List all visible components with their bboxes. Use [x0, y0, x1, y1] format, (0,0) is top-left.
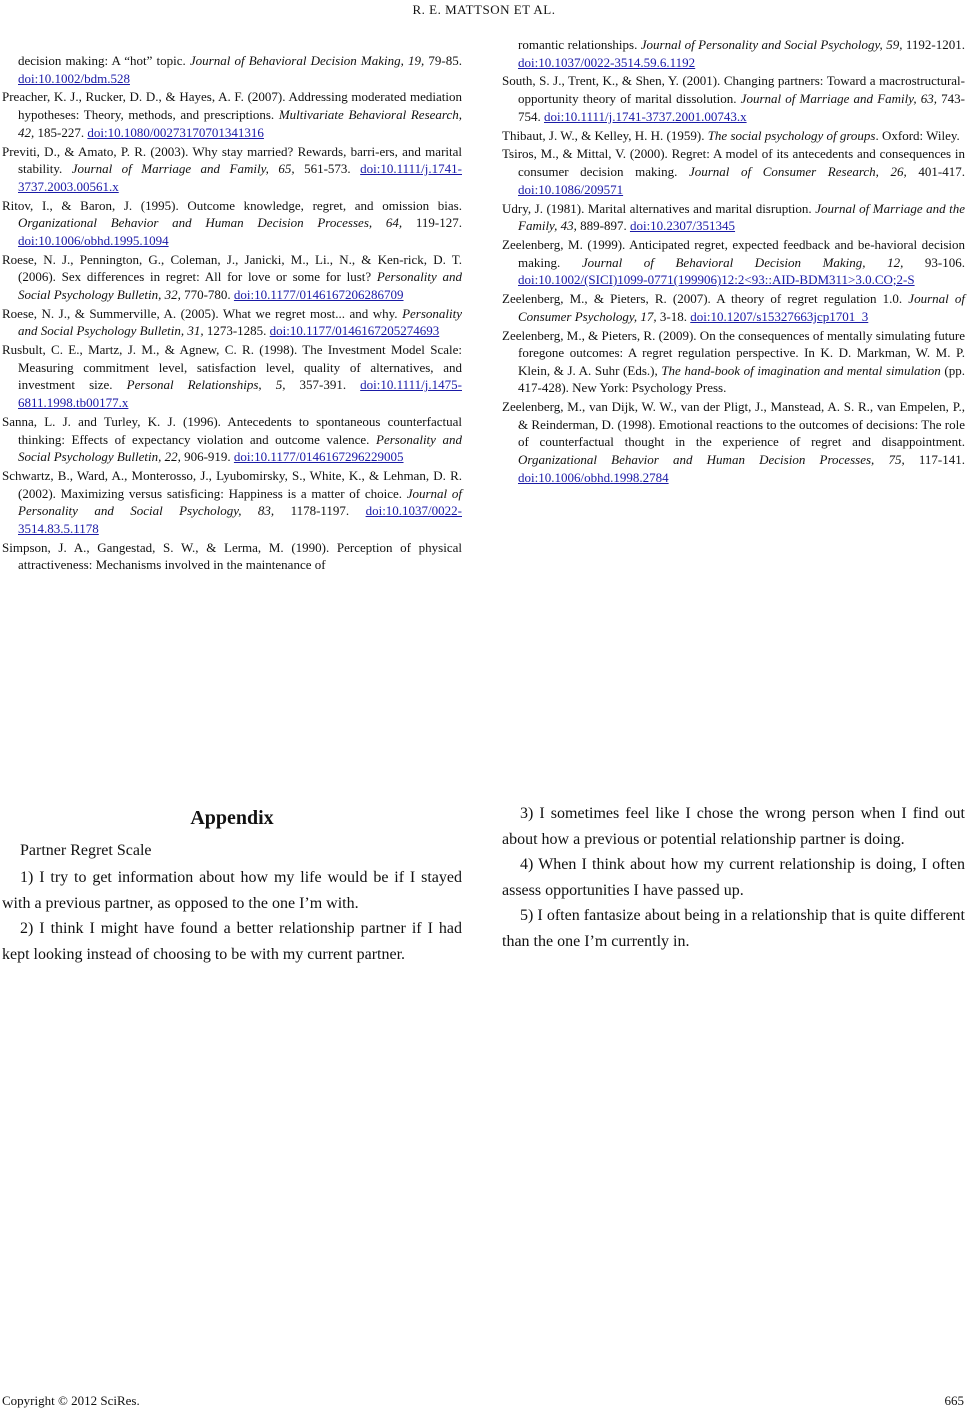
reference-entry	[2, 197, 462, 250]
reference-text: (pp. 417-428). New York: Psychology Press.	[518, 362, 965, 396]
scale-item: 1) I try to get information about how my life would be if I stayed with a previous partner, as opposed to the one I’m with.	[2, 869, 462, 912]
reference-source: Journal of Consumer Psychology, 17,	[518, 291, 965, 324]
reference-text: 3-18.	[656, 308, 691, 324]
reference-source: Personality and Social Psychology Bulletin, 31,	[18, 305, 462, 339]
reference-text: 119-127.	[402, 215, 462, 231]
reference-text: Simpson, J. A., Gangestad, S. W., & Lerma, M. (1990). Perception of physical attractiveness: Mechanisms involved in the maintenance of	[2, 539, 462, 573]
reference-entry	[502, 200, 965, 235]
reference-source: Journal of Behavioral Decision Making, 19,	[189, 53, 425, 68]
reference-source: The hand-book of imagination and mental simulation	[661, 362, 941, 378]
reference-entry	[502, 72, 965, 125]
reference-text: 889-897.	[576, 218, 630, 234]
references-right-column	[502, 36, 965, 488]
doi-link[interactable]: doi:10.1002/bdm.528	[18, 70, 130, 86]
reference-entry	[502, 398, 965, 486]
reference-source: Journal of Personality and Social Psychology, 59,	[640, 37, 903, 52]
doi-link[interactable]: doi:10.1111/j.1475-6811.1998.tb00177.x	[18, 377, 462, 411]
reference-source: Personality and Social Psychology Bulletin, 32,	[18, 269, 462, 302]
copyright-notice: Copyright © 2012 SciRes.	[2, 1393, 140, 1408]
doi-link[interactable]: doi:10.1111/j.1741-3737.2001.00743.x	[544, 108, 747, 124]
reference-text: Zeelenberg, M., & Pieters, R. (2009). On the consequences of mentally simulating future foregone outcomes: A regret regulation perspective. In K. D. Markman, W. M. P. Klein, & J. A. Suhr (Eds.),	[502, 327, 965, 378]
reference-entry	[2, 467, 462, 537]
reference-text: Rusbult, C. E., Martz, J. M., & Agnew, C. R. (1998). The Investment Model Scale: Measuring commitment level, satisfaction level, quality of alternatives, and investment size.	[2, 342, 462, 393]
reference-entry	[2, 143, 462, 196]
reference-text: Ritov, I., & Baron, J. (1995). Outcome knowledge, regret, and omission bias.	[2, 197, 462, 213]
reference-text: 1273-1285.	[203, 323, 270, 339]
reference-source: Journal of Behavioral Decision Making, 12,	[581, 254, 904, 270]
reference-entry	[2, 88, 462, 141]
reference-text: decision making: A “hot” topic.	[18, 53, 190, 68]
doi-link[interactable]: doi:10.1177/0146167205274693	[269, 323, 440, 339]
reference-text: Tsiros, M., & Mittal, V. (2000). Regret: A model of its antecedents and consequences in consumer decision making.	[502, 146, 965, 180]
page-number: 665	[944, 1393, 964, 1408]
reference-source: Journal of Marriage and Family, 65,	[71, 161, 295, 177]
reference-text: Zeelenberg, M., & Pieters, R. (2007). A theory of regret regulation 1.0.	[502, 291, 909, 307]
reference-text: 561-573.	[294, 161, 361, 177]
doi-link[interactable]: doi:10.1111/j.1741-3737.2003.00561.x	[18, 161, 462, 194]
doi-link[interactable]: doi:10.1002/(SICI)1099-0771(199906)12:2<93::AID-BDM311>3.0.CO;2-S	[518, 272, 915, 288]
reference-source: Personality and Social Psychology Bulletin, 22,	[18, 431, 462, 465]
reference-entry	[2, 539, 462, 574]
reference-text: Roese, N. J., Pennington, G., Coleman, J., Janicki, M., Li., N., & Ken-rick, D. T. (2006). Sex differences in regret: All for love or some for lust?	[2, 251, 462, 285]
running-head: R. E. MATTSON ET AL.	[412, 2, 556, 17]
doi-link[interactable]: doi:10.2307/351345	[629, 218, 736, 234]
doi-link[interactable]: doi:10.1086/209571	[518, 181, 624, 197]
reference-text: 185-227.	[34, 124, 88, 140]
reference-text: 770-780.	[180, 286, 234, 302]
reference-entry	[502, 127, 965, 145]
reference-text: Thibaut, J. W., & Kelley, H. H. (1959).	[502, 127, 708, 143]
reference-text: Roese, N. J., & Summerville, A. (2005). What we regret most... and why.	[2, 305, 403, 321]
reference-source: Journal of Consumer Research, 26,	[688, 164, 907, 180]
reference-entry	[2, 413, 462, 466]
appendix-title: Appendix	[190, 807, 274, 829]
scale-title: Partner Regret Scale	[20, 841, 152, 859]
reference-entry	[502, 36, 965, 71]
reference-text: 117-141.	[904, 452, 965, 468]
reference-text: 401-417.	[906, 164, 965, 180]
reference-entry	[502, 327, 965, 397]
doi-link[interactable]: doi:10.1080/00273170701341316	[87, 124, 264, 140]
references-left-column	[2, 52, 462, 575]
doi-link[interactable]: doi:10.1177/0146167296229005	[233, 449, 404, 465]
scale-item: 4) When I think about how my current relationship is doing, I often assess opportunities I have passed up.	[502, 856, 965, 899]
doi-link[interactable]: doi:10.1037/0022-3514.59.6.1192	[518, 54, 696, 70]
reference-entry	[2, 341, 462, 411]
reference-text: 357-391.	[285, 377, 361, 393]
reference-source: Journal of Personality and Social Psychology, 83,	[18, 485, 462, 519]
reference-text: Zeelenberg, M., van Dijk, W. W., van der Pligt, J., Manstead, A. S. R., van Empelen, P., & Reinderman, D. (1998). Emotional reactions to the outcomes of decisions: The role of counterfactual thought in the experience of regret and disappointment.	[502, 399, 965, 450]
reference-source: Journal of Marriage and the Family, 43,	[518, 200, 965, 234]
reference-text: 79-85.	[424, 53, 462, 68]
reference-entry	[2, 305, 462, 340]
reference-source: Journal of Marriage and Family, 63,	[740, 91, 937, 107]
reference-text: South, S. J., Trent, K., & Shen, Y. (2001). Changing partners: Toward a macrostructural-opportunity theory of marital dissolution.	[502, 73, 965, 107]
reference-source: Multivariate Behavioral Research, 42,	[18, 107, 462, 140]
reference-entry	[2, 52, 462, 87]
reference-source: Organizational Behavior and Human Decision Processes, 75,	[518, 452, 905, 468]
doi-link[interactable]: doi:10.1177/0146167206286709	[233, 286, 404, 302]
doi-link[interactable]: doi:10.1207/s15327663jcp1701_3	[690, 308, 869, 324]
reference-text: 743-754.	[518, 91, 965, 124]
reference-text: Udry, J. (1981). Marital alternatives and marital disruption.	[502, 200, 816, 216]
scale-item: 2) I think I might have found a better relationship partner if I had kept looking instead of choosing to be with my current partner.	[2, 920, 462, 963]
reference-text: . Oxford: Wiley.	[875, 127, 960, 143]
reference-text: 93-106.	[903, 254, 965, 270]
reference-entry	[502, 145, 965, 198]
appendix-right-column	[502, 801, 965, 954]
scale-item: 5) I often fantasize about being in a relationship that is quite different than the one I’m currently in.	[502, 907, 965, 950]
reference-text: Schwartz, B., Ward, A., Monterosso, J., Lyubomirsky, S., White, K., & Lehman, D. R. (2002). Maximizing versus satisficing: Happiness is a matter of choice.	[2, 468, 462, 501]
reference-entry	[502, 236, 965, 289]
reference-text: 906-919.	[180, 449, 234, 465]
reference-source: The social psychology of groups	[707, 127, 876, 143]
scale-item: 3) I sometimes feel like I chose the wrong person when I find out about how a previous or potential relationship partner is doing.	[502, 805, 965, 848]
reference-text: romantic relationships.	[518, 37, 641, 52]
reference-text: Preacher, K. J., Rucker, D. D., & Hayes, A. F. (2007). Addressing moderated mediation hypotheses: Theory, methods, and prescriptions.	[2, 89, 462, 123]
reference-text: 1192-1201.	[902, 37, 966, 52]
doi-link[interactable]: doi:10.1037/0022-3514.83.5.1178	[18, 503, 462, 536]
appendix-left-column	[2, 800, 462, 967]
reference-text: Zeelenberg, M. (1999). Anticipated regret, expected feedback and be-havioral decision making.	[502, 237, 965, 270]
reference-source: Organizational Behavior and Human Decision Processes, 64,	[18, 215, 403, 231]
reference-text: Previti, D., & Amato, P. R. (2003). Why stay married? Rewards, barri-ers, and marital stability.	[2, 143, 462, 177]
reference-text: 1178-1197.	[274, 503, 366, 519]
reference-entry	[502, 290, 965, 325]
reference-entry	[2, 251, 462, 304]
reference-source: Personal Relationships, 5,	[126, 377, 286, 393]
doi-link[interactable]: doi:10.1006/obhd.1995.1094	[18, 232, 169, 248]
reference-text: Sanna, L. J. and Turley, K. J. (1996). Antecedents to spontaneous counterfactual thinking: Effects of expectancy violation and outcome valence.	[2, 413, 462, 447]
doi-link[interactable]: doi:10.1006/obhd.1998.2784	[518, 469, 669, 485]
